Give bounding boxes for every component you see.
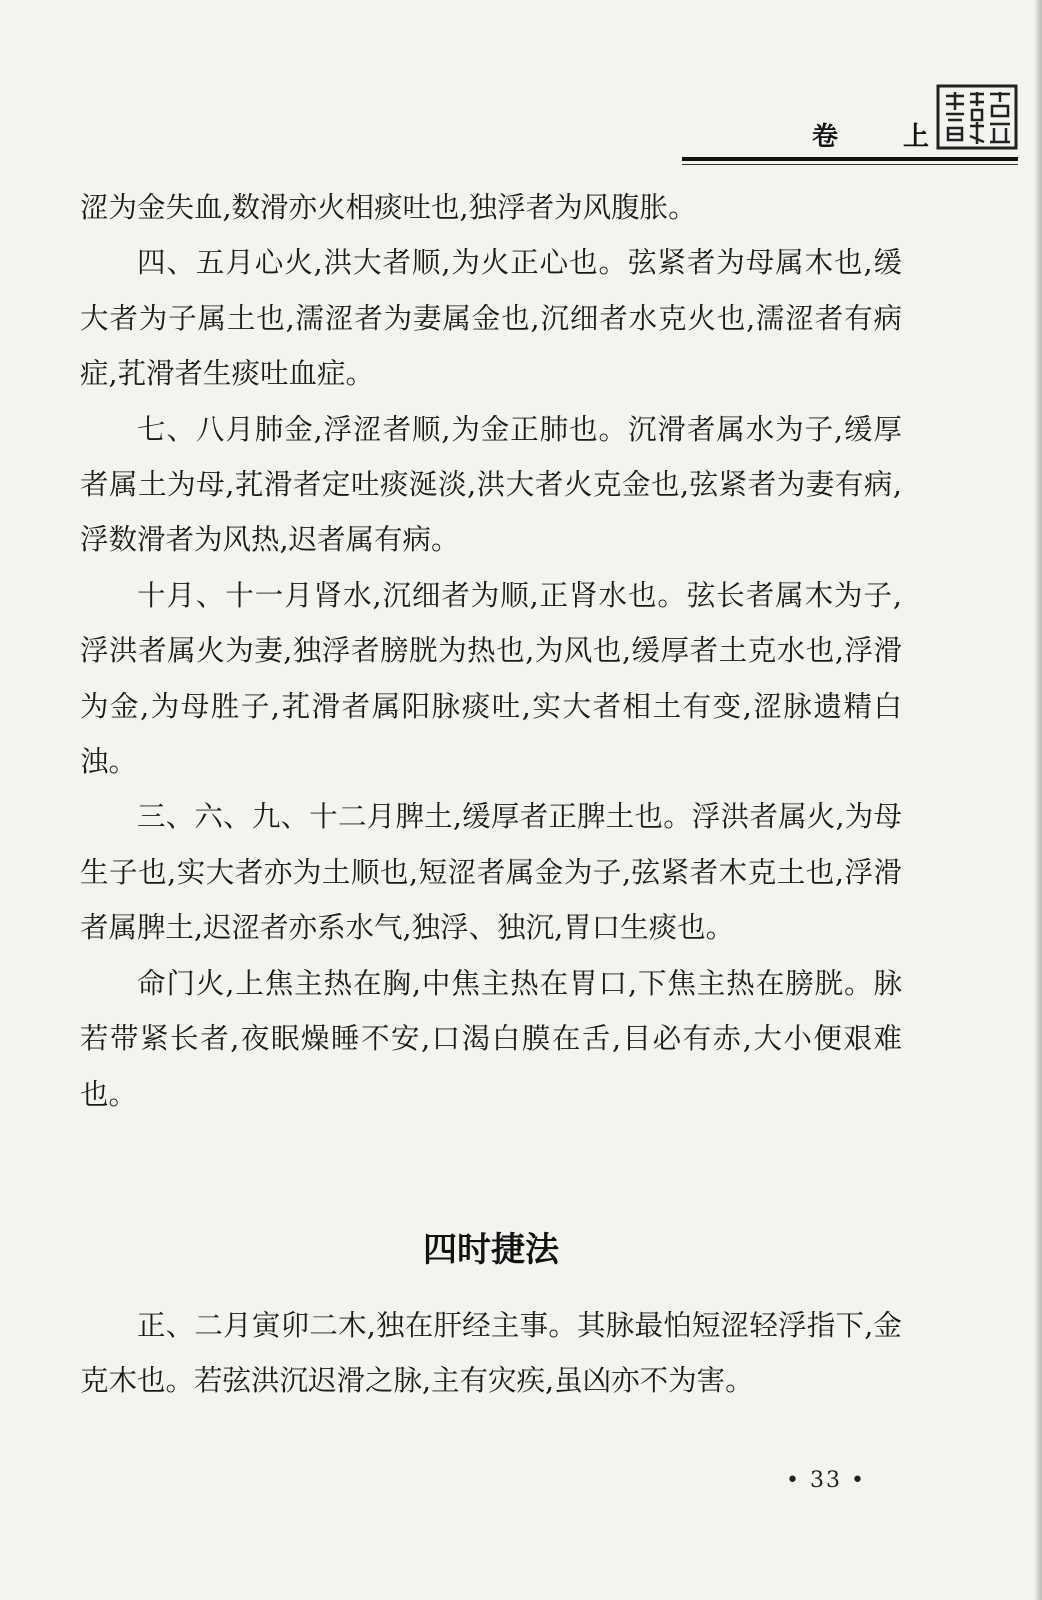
paragraph: 四、五月心火,洪大者顺,为火正心也。弦紧者为母属木也,缓大者为子属土也,濡涩者为妻属金也,沉细者水克火也,濡涩者有病症,芤滑者生痰吐血症。 — [80, 246, 902, 391]
paragraph: 命门火,上焦主热在胸,中焦主热在胃口,下焦主热在膀胱。脉若带紧长者,夜眠燥睡不安,口渴白膜在舌,目必有赤,大小便艰难也。 — [80, 966, 902, 1111]
paragraph: 正、二月寅卯二木,独在肝经主事。其脉最怕短涩轻浮指下,金克木也。若弦洪沉迟滑之脉,主有灾疾,虽凶亦不为害。 — [80, 1309, 902, 1398]
seal-logo-icon — [936, 84, 1018, 150]
body-text — [80, 180, 902, 1122]
header-rule — [682, 157, 1018, 161]
paragraph: 十月、十一月肾水,沉细者为顺,正肾水也。弦长者属木为子,浮洪者属火为妻,独浮者膀胱为热也,为风也,缓厚者土克水也,浮滑为金,为母胜子,芤滑者属阳脉痰吐,实大者相土有变,涩脉遗精白浊。 — [80, 578, 902, 779]
section-body-text — [80, 1298, 902, 1409]
section-heading: 四时捷法 — [423, 1230, 559, 1270]
paragraph: 七、八月肺金,浮涩者顺,为金正肺也。沉滑者属水为子,缓厚者属土为母,芤滑者定吐痰涎淡,洪大者火克金也,弦紧者为妻有病,浮数滑者为风热,迟者属有病。 — [80, 412, 902, 557]
header-rule-thin — [682, 164, 1018, 165]
paragraph: 三、六、九、十二月脾土,缓厚者正脾土也。浮洪者属火,为母生子也,实大者亦为土顺也,短涩者属金为子,弦紧者木克土也,浮滑者属脾土,迟涩者亦系水气,独浮、独沉,胃口生痰也。 — [80, 800, 902, 945]
paragraph: 涩为金失血,数滑亦火相痰吐也,独浮者为风腹胀。 — [80, 191, 697, 224]
running-header-title: 卷 上 — [812, 122, 958, 152]
page-number: • 33 • — [786, 1468, 866, 1493]
page-edge-shadow — [1034, 0, 1042, 1600]
